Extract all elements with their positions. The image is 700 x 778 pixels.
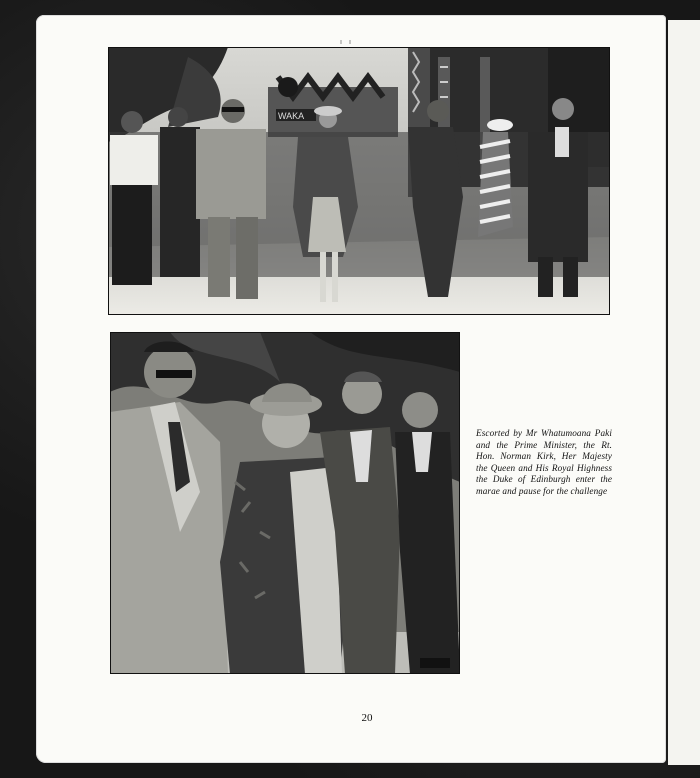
photo-procession [108, 47, 610, 315]
scan-mark [338, 39, 358, 45]
photo-caption: Escorted by Mr Whatumoana Paki and the Prime Minister, the Rt. Hon. Norman Kirk, Her Majesty the Queen and His Royal Highness the Duke of Edinburgh enter the marae and pause for the challenge [476, 428, 612, 496]
page-number: 20 [361, 712, 373, 724]
adjacent-page-edge [668, 20, 700, 765]
photo-sign-text: WAKA [278, 111, 305, 121]
photo-queen-close-up [110, 332, 460, 674]
